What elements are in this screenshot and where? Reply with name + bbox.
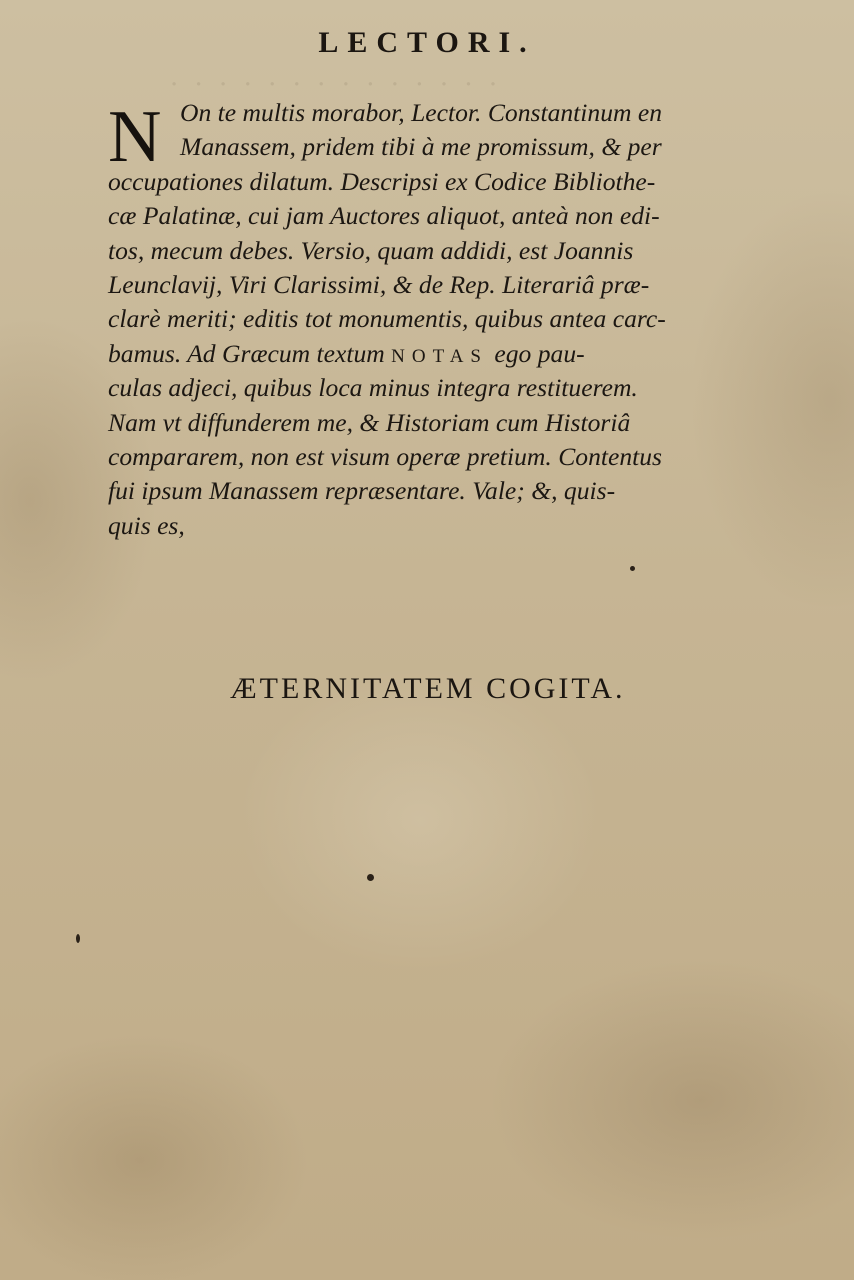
text-line: Nam vt diffunderem me, & Historiam cum Historiâ [108,407,631,437]
text-line: Leunclavij, Viri Clarissimi, & de Rep. Literariâ præ- [108,269,650,299]
page-heading: LECTORI. [318,26,536,59]
text-line: quis es, [108,510,185,540]
text-line: clarè meriti; editis tot monumentis, quibus antea carc- [108,304,666,334]
text-line: culas adjeci, quibus loca minus integra restituerem. [108,373,638,403]
ink-speck [630,566,635,571]
notas-word: NOTAS [391,345,488,367]
text-line: cæ Palatinæ, cui jam Auctores aliquot, anteà non edi- [108,201,660,231]
preface-text [108,96,768,543]
text-line: occupationes dilatum. Descripsi ex Codice Bibliothe- [108,166,656,196]
ink-speck [76,934,80,943]
text-line: compararem, non est visum operæ pretium. Contentus [108,441,663,471]
ink-speck [367,874,374,881]
text-line: On te multis morabor, Lector. Constantinum en [180,98,663,127]
text-segment: bamus. Ad Græcum textum [108,338,392,368]
text-line: fui ipsum Manassem repræsentare. Vale; &, quis- [108,476,616,506]
text-segment: ego pau- [488,338,585,368]
show-through-text: · · · · · · · · · · · · · · [170,70,502,100]
text-line [108,337,768,371]
drop-cap: N [108,96,162,178]
text-line: tos, mecum debes. Versio, quam addidi, est Joannis [108,235,634,265]
closing-motto: ÆTERNITATEM COGITA. [230,672,626,705]
text-line: Manassem, pridem tibi à me promissum, & per [180,132,662,162]
